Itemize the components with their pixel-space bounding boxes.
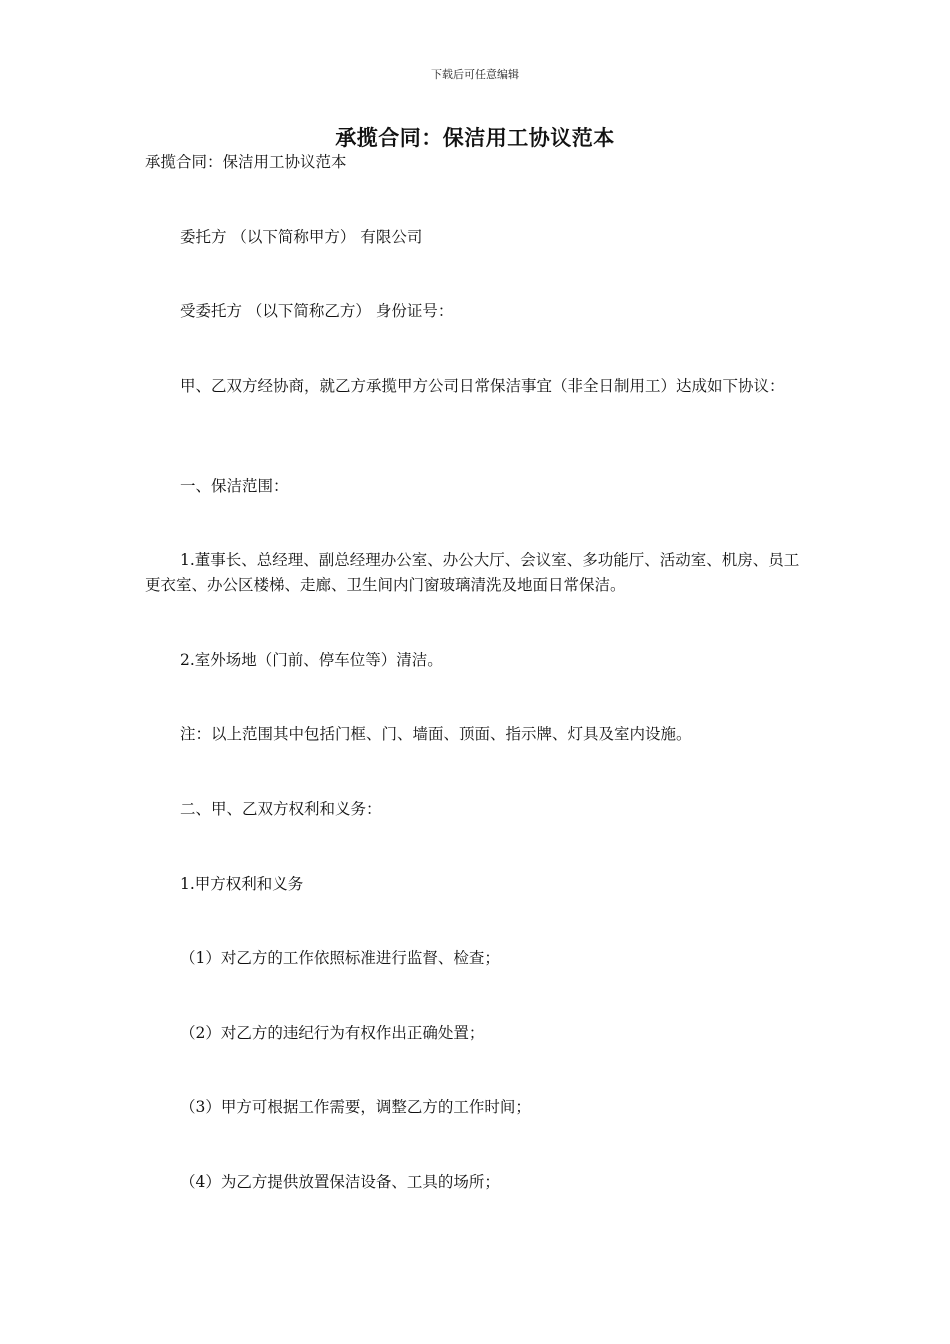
scope-note: 注：以上范围其中包括门框、门、墙面、顶面、指示牌、灯具及室内设施。: [180, 725, 692, 743]
party-a-right-1: （1）对乙方的工作依照标准进行监督、检查；: [180, 949, 500, 967]
header-note: 下载后可任意编辑: [431, 68, 519, 81]
party-a-right-2: （2）对乙方的违纪行为有权作出正确处置；: [180, 1024, 485, 1042]
agreement-intro-paragraph: 甲、乙双方经协商，就乙方承揽甲方公司日常保洁事宜（非全日制用工）达成如下协议：: [180, 377, 785, 395]
contractor-party-line: 受委托方 （以下简称乙方） 身份证号：: [180, 302, 454, 320]
party-a-right-4: （4）为乙方提供放置保洁设备、工具的场所；: [180, 1173, 500, 1191]
subtitle-paragraph: 承揽合同：保洁用工协议范本: [145, 153, 347, 171]
party-a-rights-heading: 1.甲方权利和义务: [180, 875, 304, 893]
scope-item-1: 1.董事长、总经理、副总经理办公室、办公大厅、会议室、多功能厅、活动室、机房、员工更衣室、办公区楼梯、走廊、卫生间内门窗玻璃清洗及地面日常保洁。: [145, 551, 800, 594]
client-party-line: 委托方 （以下简称甲方） 有限公司: [180, 228, 423, 246]
document-title: 承揽合同：保洁用工协议范本: [335, 125, 615, 150]
section-heading-rights: 二、甲、乙双方权利和义务：: [180, 800, 382, 818]
scope-item-2: 2.室外场地（门前、停车位等）清洁。: [180, 651, 443, 669]
section-heading-scope: 一、保洁范围：: [180, 477, 289, 495]
party-a-right-3: （3）甲方可根据工作需要，调整乙方的工作时间；: [180, 1098, 531, 1116]
